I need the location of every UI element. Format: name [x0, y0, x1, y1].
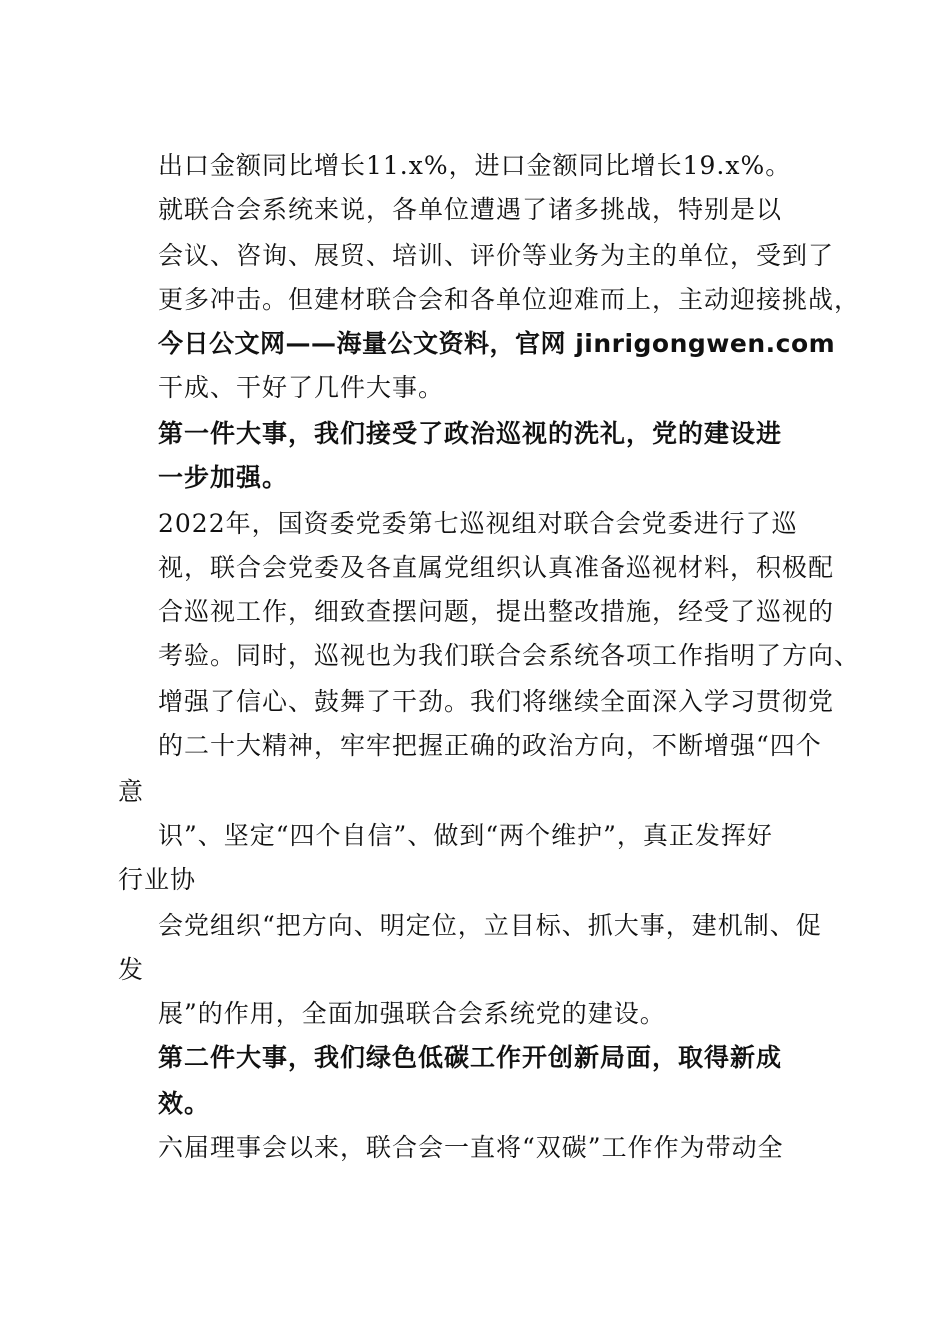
section-heading-line: 第一件大事，我们接受了政治巡视的洗礼，党的建设进 [158, 419, 783, 448]
watermark-line: 今日公文网——海量公文资料，官网 jinrigongwen.com [158, 329, 836, 358]
body-text-line: 发 [118, 955, 145, 984]
body-text-line: 合巡视工作，细致查摆问题，提出整改措施，经受了巡视的 [158, 597, 835, 626]
section-heading-line: 效。 [158, 1089, 211, 1118]
body-text-line: 行业协 [118, 865, 197, 894]
body-text-line: 增强了信心、鼓舞了干劲。我们将继续全面深入学习贯彻党 [158, 687, 835, 716]
body-text-line: 出口金额同比增长11.x%，进口金额同比增长19.x%。 [158, 151, 792, 180]
body-text-line: 考验。同时，巡视也为我们联合会系统各项工作指明了方向、 [158, 641, 861, 670]
body-text-line: 六届理事会以来，联合会一直将“双碳”工作作为带动全 [158, 1133, 784, 1162]
body-text-line: 识”、坚定“四个自信”、做到“两个维护”，真正发挥好 [158, 821, 773, 850]
body-text-line: 干成、干好了几件大事。 [158, 373, 445, 402]
body-text-line: 就联合会系统来说，各单位遭遇了诸多挑战，特别是以 [158, 195, 783, 224]
body-text-line: 的二十大精神，牢牢把握正确的政治方向，不断增强“四个 [158, 731, 822, 760]
body-text-line: 会议、咨询、展贸、培训、评价等业务为主的单位，受到了 [158, 241, 835, 270]
section-heading-line: 第二件大事，我们绿色低碳工作开创新局面，取得新成 [158, 1043, 783, 1072]
body-text-line: 视，联合会党委及各直属党组织认真准备巡视材料，积极配 [158, 553, 835, 582]
section-heading-line: 一步加强。 [158, 463, 289, 492]
body-text-line: 更多冲击。但建材联合会和各单位迎难而上，主动迎接挑战， [158, 285, 861, 314]
body-text-line: 会党组织“把方向、明定位，立目标、抓大事，建机制、促 [158, 911, 822, 940]
body-text-line: 展”的作用，全面加强联合会系统党的建设。 [158, 999, 666, 1028]
body-text-line: 意 [118, 777, 145, 806]
body-text-line: 2022年，国资委党委第七巡视组对联合会党委进行了巡 [158, 509, 798, 538]
